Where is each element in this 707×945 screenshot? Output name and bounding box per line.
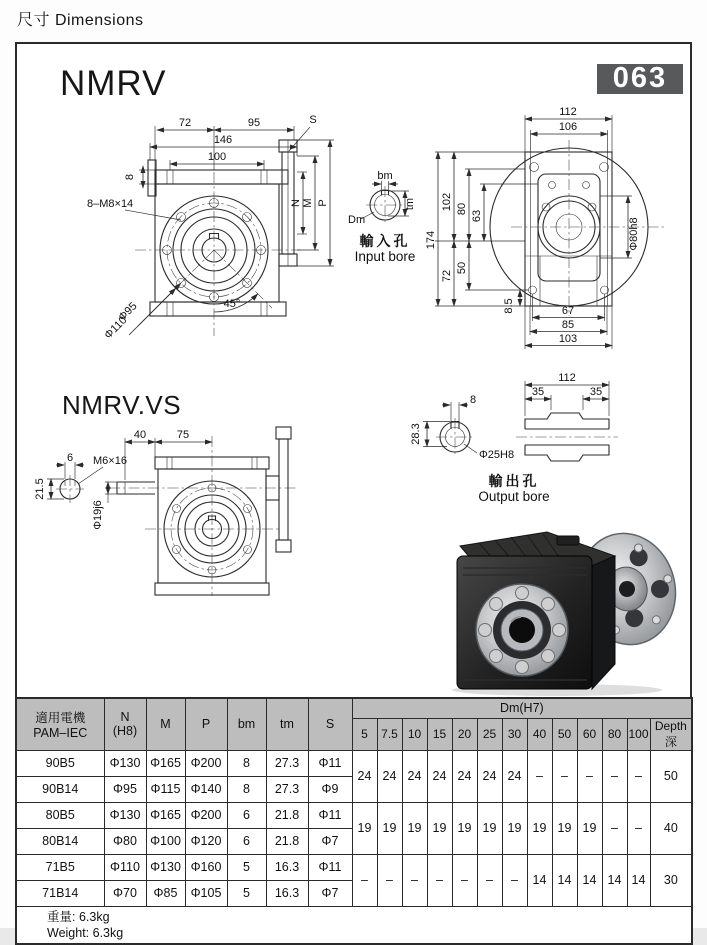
- header-dm-30: 30: [502, 718, 527, 750]
- td-dm: 19: [502, 802, 527, 854]
- td-dm: 24: [377, 750, 402, 802]
- header-dm-20: 20: [452, 718, 477, 750]
- header-dm-5: 5: [352, 718, 377, 750]
- td-dm: –: [602, 750, 627, 802]
- input-bore-caption-zh: 輸入孔: [359, 233, 411, 249]
- header-pam-zh: 適用電機: [35, 711, 86, 726]
- header-depth: Depth 深: [650, 718, 692, 750]
- header-dm-60: 60: [577, 718, 602, 750]
- dim-8-5: 8.5: [503, 298, 515, 314]
- td-dm: 19: [452, 802, 477, 854]
- td-pam: 90B5: [16, 750, 104, 776]
- drawing-frame: [15, 42, 692, 697]
- dim-m6x16: M6×16: [93, 455, 127, 467]
- dim-n: N: [290, 199, 302, 207]
- dim-146: 146: [213, 134, 233, 146]
- dim-102: 102: [441, 192, 453, 212]
- td-dm: –: [402, 854, 427, 906]
- dim-tm: tm: [404, 197, 416, 211]
- label-bolts: 8–M8×14: [87, 198, 134, 210]
- td-dm: 14: [527, 854, 552, 906]
- td-dm: 24: [427, 750, 452, 802]
- dim-8-output: 8: [469, 394, 477, 406]
- header-pam-en: PAM–IEC: [33, 726, 88, 741]
- output-bore-caption-en: Output bore: [478, 489, 550, 504]
- input-bore-detail: [348, 170, 416, 264]
- dim-phi25h8: Φ25H8: [479, 449, 515, 461]
- dim-67: 67: [561, 305, 575, 317]
- td-s: Φ11: [308, 750, 352, 776]
- td-s: Φ11: [308, 802, 352, 828]
- td-pam: 71B14: [16, 880, 104, 906]
- td-tm: 16.3: [266, 854, 308, 880]
- td-p: Φ160: [185, 854, 227, 880]
- td-dm: 24: [402, 750, 427, 802]
- td-tm: 21.8: [266, 828, 308, 854]
- header-dm-40: 40: [527, 718, 552, 750]
- td-dm: –: [452, 854, 477, 906]
- header-n-line2: (H8): [112, 724, 138, 739]
- td-s: Φ11: [308, 854, 352, 880]
- header-dm-25: 25: [477, 718, 502, 750]
- td-n: Φ70: [104, 880, 146, 906]
- td-n: Φ95: [104, 776, 146, 802]
- header-n: [104, 698, 146, 750]
- td-pam: 80B5: [16, 802, 104, 828]
- td-s: Φ7: [308, 828, 352, 854]
- td-depth: 50: [650, 750, 692, 802]
- dim-phi110: Φ110: [102, 314, 130, 342]
- td-bm: 8: [227, 750, 266, 776]
- td-s: Φ9: [308, 776, 352, 802]
- td-tm: 16.3: [266, 880, 308, 906]
- dim-174: 174: [425, 230, 437, 250]
- product-photo: [452, 523, 687, 696]
- td-tm: 27.3: [266, 776, 308, 802]
- dim-28-3: 28.3: [410, 423, 422, 445]
- td-dm: 14: [627, 854, 650, 906]
- dim-75: 75: [176, 429, 190, 441]
- td-dm: –: [477, 854, 502, 906]
- td-bm: 6: [227, 802, 266, 828]
- dim-100: 100: [207, 151, 227, 163]
- header-n-line1: N: [120, 710, 130, 725]
- table-row: [16, 854, 692, 880]
- input-bore-caption-en: Input bore: [354, 249, 416, 264]
- td-dm: –: [352, 854, 377, 906]
- nmrv-side-view: [279, 140, 334, 266]
- dim-phi95: Φ95: [116, 300, 140, 324]
- td-dm: 14: [602, 854, 627, 906]
- td-m: Φ115: [146, 776, 185, 802]
- nmrv-vs-title: NMRV.VS: [62, 390, 182, 420]
- header-tm: tm: [266, 698, 308, 750]
- td-depth: 30: [650, 854, 692, 906]
- td-p: Φ120: [185, 828, 227, 854]
- dim-106: 106: [558, 121, 578, 133]
- td-dm: 24: [352, 750, 377, 802]
- dim-phi19j6: Φ19j6: [92, 500, 104, 530]
- td-dm: 24: [477, 750, 502, 802]
- header-m: M: [146, 698, 185, 750]
- dim-103: 103: [558, 333, 578, 345]
- td-n: Φ110: [104, 854, 146, 880]
- td-m: Φ85: [146, 880, 185, 906]
- td-dm: 19: [552, 802, 577, 854]
- model-badge-label: 063: [612, 62, 668, 94]
- td-dm: –: [627, 802, 650, 854]
- label-s: S: [309, 114, 317, 126]
- header-row-1: [16, 698, 692, 718]
- td-dm: 14: [552, 854, 577, 906]
- td-m: Φ165: [146, 802, 185, 828]
- td-dm: –: [527, 750, 552, 802]
- header-dm-15: 15: [427, 718, 452, 750]
- header-p: P: [185, 698, 227, 750]
- dim-85: 85: [561, 319, 575, 331]
- dim-80: 80: [456, 202, 468, 216]
- dim-phi80h8: Φ80h8: [628, 217, 640, 251]
- td-n: Φ130: [104, 750, 146, 776]
- table-row: [16, 802, 692, 828]
- td-m: Φ165: [146, 750, 185, 776]
- nmrv-vs-view: [34, 390, 298, 596]
- td-p: Φ140: [185, 776, 227, 802]
- header-pam: [16, 698, 104, 750]
- td-n: Φ130: [104, 802, 146, 828]
- dim-8: 8: [124, 173, 136, 181]
- model-badge: [597, 62, 683, 94]
- td-p: Φ200: [185, 802, 227, 828]
- dim-m: M: [302, 198, 314, 208]
- td-dm: 19: [352, 802, 377, 854]
- td-p: Φ105: [185, 880, 227, 906]
- dim-bm: bm: [377, 170, 393, 182]
- dim-112: 112: [559, 106, 577, 118]
- td-bm: 5: [227, 880, 266, 906]
- td-dm: 24: [502, 750, 527, 802]
- td-dm: 24: [452, 750, 477, 802]
- td-dm: –: [377, 854, 402, 906]
- dim-35-right: 35: [589, 386, 603, 398]
- header-bm: bm: [227, 698, 266, 750]
- table-row: [16, 750, 692, 776]
- dim-63: 63: [471, 209, 483, 223]
- td-tm: 27.3: [266, 750, 308, 776]
- header-dm-80: 80: [602, 718, 627, 750]
- td-dm: 19: [527, 802, 552, 854]
- technical-drawing: [17, 44, 690, 695]
- td-n: Φ80: [104, 828, 146, 854]
- td-dm: –: [427, 854, 452, 906]
- dim-6: 6: [66, 452, 74, 464]
- td-dm: –: [577, 750, 602, 802]
- td-tm: 21.8: [266, 802, 308, 828]
- dim-dm: Dm: [348, 214, 366, 226]
- weight-note: [16, 906, 692, 944]
- dim-72: 72: [178, 117, 192, 129]
- dim-50: 50: [456, 261, 468, 275]
- dim-p: P: [317, 199, 329, 207]
- td-dm: –: [502, 854, 527, 906]
- td-pam: 80B14: [16, 828, 104, 854]
- td-dm: 19: [427, 802, 452, 854]
- header-dm-7-5: 7.5: [377, 718, 402, 750]
- output-bore-caption-zh: 輸出孔: [488, 473, 540, 489]
- dim-95: 95: [247, 117, 261, 129]
- td-s: Φ7: [308, 880, 352, 906]
- header-dm-100: 100: [627, 718, 650, 750]
- td-pam: 90B14: [16, 776, 104, 802]
- page-title: 尺寸 Dimensions: [17, 12, 144, 29]
- td-dm: 14: [577, 854, 602, 906]
- td-m: Φ100: [146, 828, 185, 854]
- td-m: Φ130: [146, 854, 185, 880]
- td-p: Φ200: [185, 750, 227, 776]
- td-dm: 19: [477, 802, 502, 854]
- dim-72-rear: 72: [441, 269, 453, 283]
- header-dm-10: 10: [402, 718, 427, 750]
- dim-21-5: 21.5: [34, 478, 46, 500]
- td-bm: 6: [227, 828, 266, 854]
- weight-en: Weight: 6.3kg: [47, 925, 124, 940]
- dim-35-left: 35: [531, 386, 545, 398]
- td-dm: 19: [377, 802, 402, 854]
- td-dm: –: [552, 750, 577, 802]
- td-bm: 5: [227, 854, 266, 880]
- header-s: S: [308, 698, 352, 750]
- td-dm: –: [602, 802, 627, 854]
- dim-112-output: 112: [558, 372, 576, 384]
- dim-40: 40: [133, 429, 147, 441]
- td-dm: 19: [577, 802, 602, 854]
- weight-row: [16, 906, 692, 944]
- td-dm: –: [627, 750, 650, 802]
- rear-view: [425, 106, 667, 349]
- header-dm-group: Dm(H7): [352, 698, 692, 718]
- header-dm-50: 50: [552, 718, 577, 750]
- output-bore-detail: [410, 372, 618, 504]
- dimensions-table: [15, 697, 693, 945]
- td-pam: 71B5: [16, 854, 104, 880]
- nmrv-title: NMRV: [60, 64, 167, 103]
- dim-45deg: 45°: [223, 298, 241, 310]
- td-dm: 19: [402, 802, 427, 854]
- weight-zh: 重量: 6.3kg: [47, 909, 110, 924]
- td-bm: 8: [227, 776, 266, 802]
- td-depth: 40: [650, 802, 692, 854]
